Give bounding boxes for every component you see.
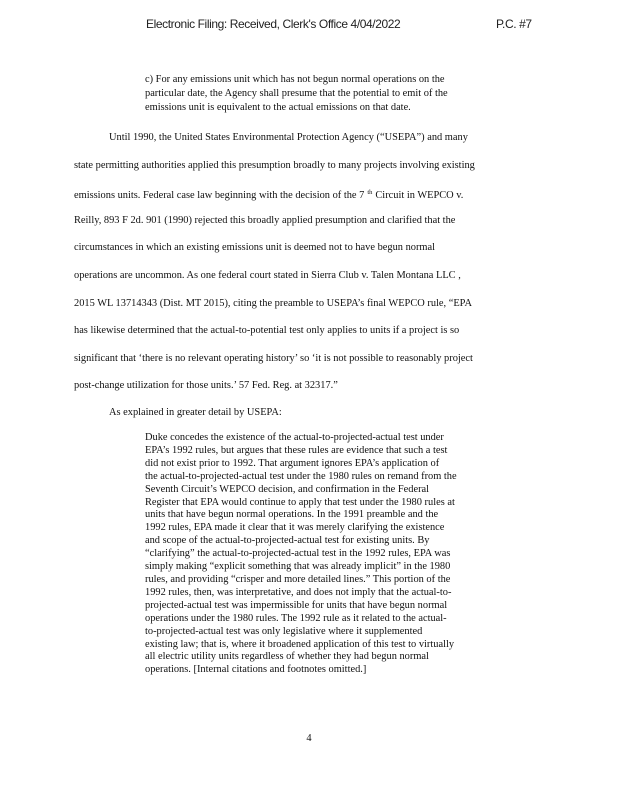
pc-number: P.C. #7 <box>496 17 532 31</box>
body-line: post-change utilization for those units.’ 57 Fed. Reg. at 32317.” <box>74 380 338 392</box>
block-quote-line: projected-actual test was impermissible for units that have begun normal <box>145 599 448 611</box>
body-line: 2015 WL 13714343 (Dist. MT 2015), citing the preamble to USEPA’s final WEPCO rule, “EPA <box>74 297 472 309</box>
block-quote-line: existing law; that is, where it broadened application of this test to virtually <box>145 638 455 650</box>
body-line: state permitting authorities applied this presumption broadly to many projects involving existing <box>74 159 475 171</box>
body-line: circumstances in which an existing emissions unit is deemed not to have begun normal <box>74 242 435 254</box>
block-quote-line: and scope of the actual-to-projected-actual test for existing units. By <box>145 535 430 547</box>
body-line: Until 1990, the United States Environmental Protection Agency (“USEPA”) and many <box>109 132 468 143</box>
block-quote-line: rules, and providing “crisper and more detailed lines.” This portion of the <box>145 573 451 585</box>
block-quote <box>145 432 525 677</box>
block-quote-line: Seventh Circuit’s WEPCO decision, and confirmation in the Federal <box>145 483 430 495</box>
body-line <box>74 179 548 207</box>
block-quote-line: “clarifying” the actual-to-projected-actual test in the 1992 rules, EPA was <box>145 548 451 560</box>
block-quote-line: units that have begun normal operations. In the 1991 preamble and the <box>145 509 439 521</box>
regulation-quote-line: emissions unit is equivalent to the actual emissions on that date. <box>145 102 411 113</box>
page-number: 4 <box>306 733 312 744</box>
block-quote-line: EPA’s 1992 rules, but argues that these rules are evidence that such a test <box>145 444 448 456</box>
block-quote-line: operations under the 1980 rules. The 1992 rule as it related to the actual- <box>145 612 447 624</box>
block-quote-line: 1992 rules, then, was interpretative, and does not imply that the actual-to- <box>145 586 452 598</box>
block-quote-line: to-projected-actual test was only legislative where it supplemented <box>145 625 423 637</box>
quote-introduction: As explained in greater detail by USEPA: <box>109 407 282 418</box>
body-line: operations are uncommon. As one federal court stated in Sierra Club v. Talen Montana LLC , <box>74 269 461 281</box>
body-line: Reilly, 893 F 2d. 901 (1990) rejected this broadly applied presumption and clarified that the <box>74 214 456 226</box>
filing-stamp: Electronic Filing: Received, Clerk's Office 4/04/2022 <box>146 17 401 31</box>
ordinal-superscript: th <box>367 189 373 197</box>
body-line-part: Circuit in WEPCO v. <box>375 190 464 202</box>
block-quote-line: the actual-to-projected-actual test under the 1980 rules on remand from the <box>145 470 457 482</box>
body-paragraph <box>74 124 548 400</box>
regulation-quote-line: c) For any emissions unit which has not begun normal operations on the <box>145 74 445 85</box>
body-line: significant that ‘there is no relevant operating history’ so ‘it is not possible to reasonably project <box>74 352 473 364</box>
regulation-quote-line: particular date, the Agency shall presume that the potential to emit of the <box>145 88 448 99</box>
regulation-quote <box>145 73 525 115</box>
block-quote-line: all electric utility units regardless of whether they had begun normal <box>145 651 429 663</box>
block-quote-line: Duke concedes the existence of the actual-to-projected-actual test under <box>145 432 444 443</box>
body-line-part: emissions units. Federal case law beginning with the decision of the 7 <box>74 190 365 202</box>
block-quote-line: 1992 rules, EPA made it clear that it was merely clarifying the existence <box>145 522 445 534</box>
block-quote-line: Register that EPA would continue to apply that test under the 1980 rules at <box>145 496 455 508</box>
body-line: has likewise determined that the actual-to-potential test only applies to units if a project is so <box>74 325 460 337</box>
filing-header <box>0 17 618 35</box>
block-quote-line: did not exist prior to 1992. That argument ignores EPA’s application of <box>145 457 440 469</box>
block-quote-line: operations. [Internal citations and footnotes omitted.] <box>145 664 367 676</box>
block-quote-line: simply making “explicit something that was already implicit” in the 1980 <box>145 561 451 573</box>
